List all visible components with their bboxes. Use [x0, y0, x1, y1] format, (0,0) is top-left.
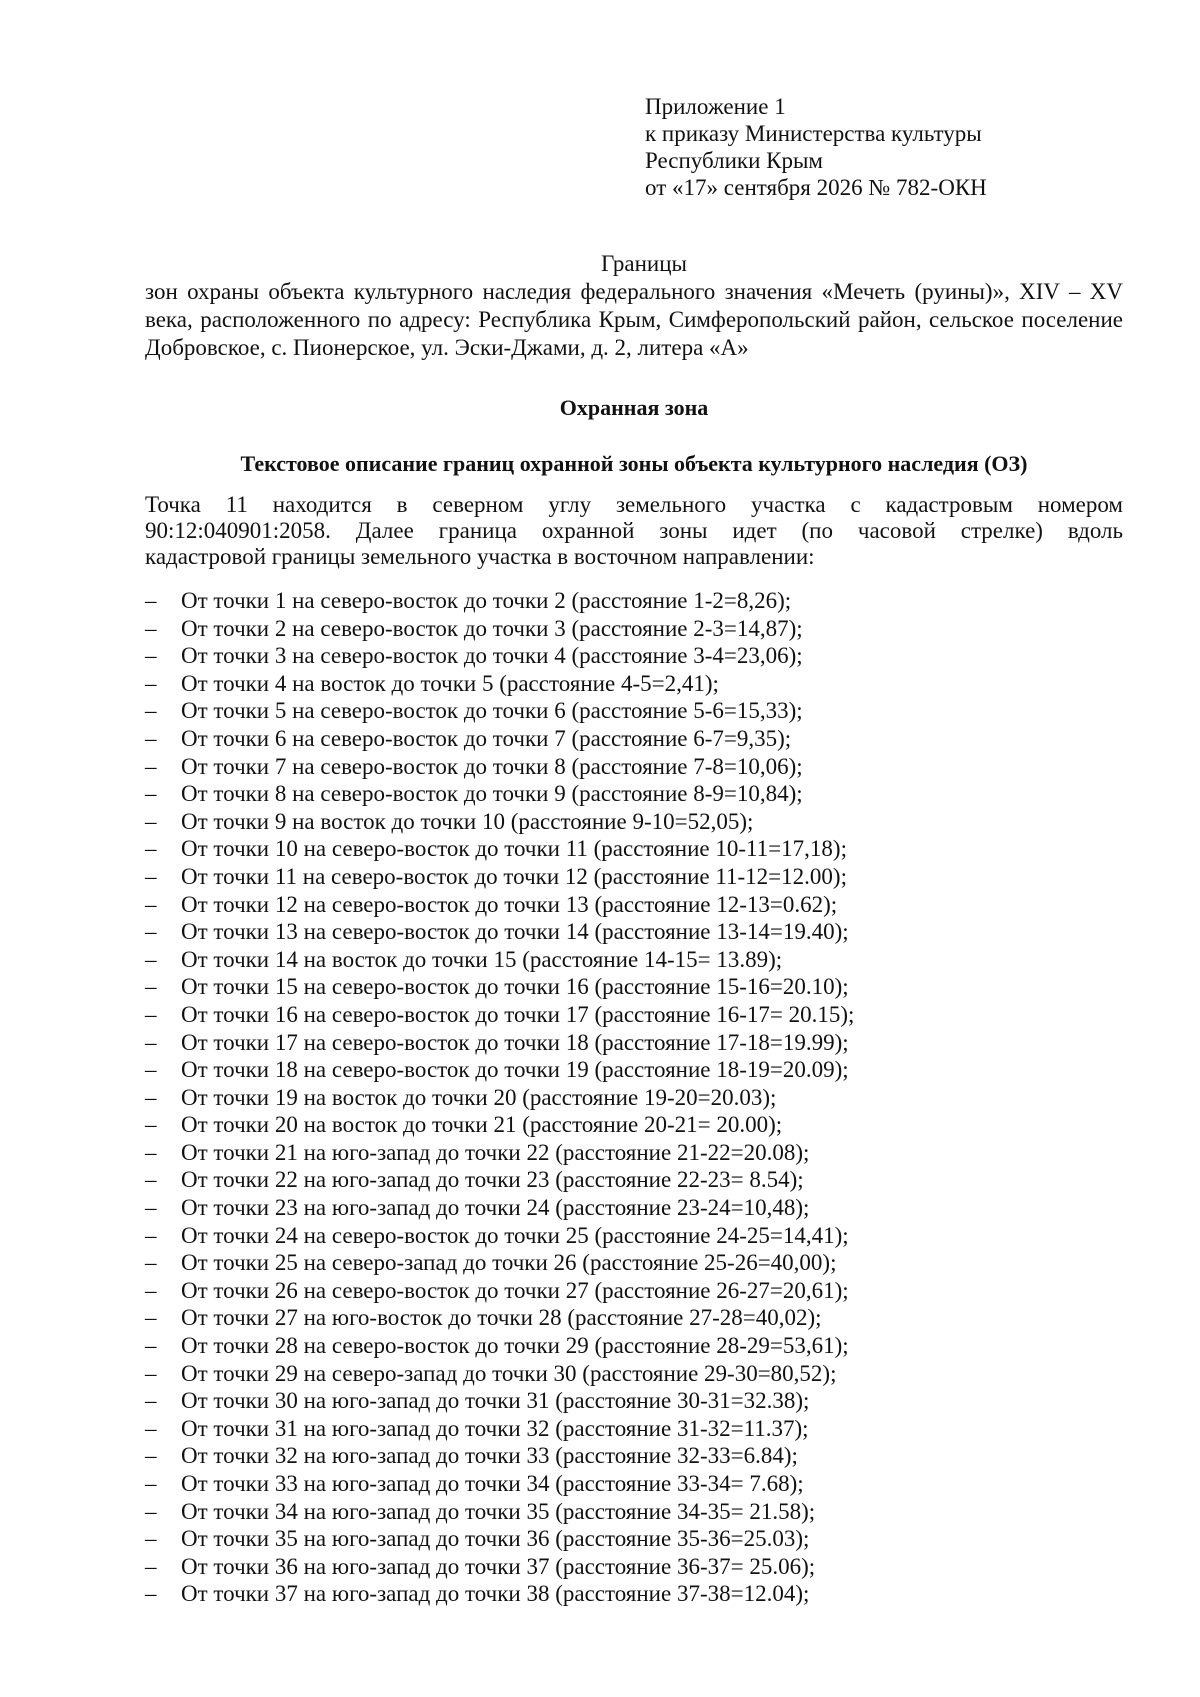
list-item-text: От точки 35 на юго-запад до точки 36 (расстояние 35-36=25.03); — [181, 1526, 810, 1552]
list-dash: – — [145, 1029, 157, 1055]
list-item-text: От точки 20 на восток до точки 21 (расстояние 20-21= 20.00); — [181, 1112, 783, 1138]
list-item — [145, 1553, 1123, 1581]
list-item-text: От точки 28 на северо-восток до точки 29 (расстояние 28-29=53,61); — [181, 1333, 849, 1359]
list-item — [145, 1525, 1123, 1553]
list-dash: – — [145, 1581, 157, 1607]
title-word: Границы — [601, 251, 687, 276]
list-item — [145, 1277, 1123, 1305]
list-item-text: От точки 25 на северо-запад до точки 26 (расстояние 25-26=40,00); — [181, 1250, 837, 1276]
list-item — [145, 1360, 1123, 1388]
list-dash: – — [145, 643, 157, 669]
list-dash: – — [145, 698, 157, 724]
list-item-text: От точки 19 на восток до точки 20 (расстояние 19-20=20.03); — [181, 1084, 777, 1110]
appendix-header — [645, 93, 987, 201]
intro-line: кадастровой границы земельного участка в восточном направлении: — [145, 544, 815, 569]
list-item-text: От точки 24 на северо-восток до точки 25 (расстояние 24-25=14,41); — [181, 1222, 849, 1248]
list-dash: – — [145, 836, 157, 862]
list-item — [145, 973, 1123, 1001]
list-dash: – — [145, 1001, 157, 1027]
intro-line: Точка 11 находится в северном углу земельного участка с кадастровым номером — [145, 492, 1123, 517]
list-dash: – — [145, 1526, 157, 1552]
list-dash: – — [145, 1250, 157, 1276]
list-item — [145, 1415, 1123, 1443]
list-item — [145, 891, 1123, 919]
list-item-text: От точки 10 на северо-восток до точки 11 (расстояние 10-11=17,18); — [181, 836, 847, 862]
boundary-points-list — [145, 587, 1123, 1608]
list-item-text: От точки 14 на восток до точки 15 (расстояние 14-15= 13.89); — [181, 946, 783, 972]
list-item — [145, 1304, 1123, 1332]
list-dash: – — [145, 1388, 157, 1414]
list-dash: – — [145, 1471, 157, 1496]
list-item — [145, 780, 1123, 808]
list-item-text: От точки 11 на северо-восток до точки 12 (расстояние 11-12=12.00); — [181, 863, 847, 889]
list-item-text: От точки 15 на северо-восток до точки 16 (расстояние 15-16=20.10); — [181, 974, 849, 1000]
list-item — [145, 1001, 1123, 1029]
list-item-text: От точки 36 на юго-запад до точки 37 (расстояние 36-37= 25.06); — [181, 1553, 816, 1579]
document-title — [145, 250, 1123, 362]
list-item-text: От точки 6 на северо-восток до точки 7 (расстояние 6-7=9,35); — [181, 725, 792, 751]
list-dash: – — [145, 1498, 157, 1524]
list-dash: – — [145, 946, 157, 972]
list-item-text: От точки 22 на юго-запад до точки 23 (расстояние 22-23= 8.54); — [181, 1167, 804, 1193]
list-item — [145, 1029, 1123, 1057]
list-item — [145, 918, 1123, 946]
list-item — [145, 1166, 1123, 1194]
list-item-text: От точки 21 на юго-запад до точки 22 (расстояние 21-22=20.08); — [181, 1139, 810, 1165]
list-item-text: От точки 23 на юго-запад до точки 24 (расстояние 23-24=10,48); — [181, 1195, 810, 1221]
list-item-text: От точки 30 на юго-запад до точки 31 (расстояние 30-31=32.38); — [181, 1388, 810, 1414]
list-dash: – — [145, 974, 157, 1000]
appendix-line: Приложение 1 — [645, 94, 786, 119]
zone-heading: Охранная зона — [559, 395, 709, 420]
list-dash: – — [145, 1139, 157, 1165]
appendix-line: от «17» сентября 2026 № 782-ОКН — [645, 175, 987, 200]
intro-line: 90:12:040901:2058. Далее граница охранной зоны идет (по часовой стрелке) вдоль — [145, 518, 1123, 543]
list-dash: – — [145, 1167, 157, 1193]
list-item-text: От точки 4 на восток до точки 5 (расстояние 4-5=2,41); — [181, 670, 719, 696]
list-item-text: От точки 37 на юго-запад до точки 38 (расстояние 37-38=12.04); — [181, 1581, 810, 1607]
list-item — [145, 1222, 1123, 1250]
list-dash: – — [145, 863, 157, 889]
list-item — [145, 808, 1123, 836]
list-item — [145, 1332, 1123, 1360]
description-heading: Текстовое описание границ охранной зоны объекта культурного наследия (ОЗ) — [240, 451, 1028, 476]
list-item-text: От точки 32 на юго-запад до точки 33 (расстояние 32-33=6.84); — [181, 1443, 798, 1469]
list-dash: – — [145, 1112, 157, 1138]
list-item-text: От точки 27 на юго-восток до точки 28 (расстояние 27-28=40,02); — [181, 1305, 822, 1331]
intro-paragraph — [145, 492, 1123, 570]
list-dash: – — [145, 1084, 157, 1110]
list-dash: – — [145, 1222, 157, 1248]
list-dash: – — [145, 1553, 157, 1579]
list-item — [145, 1111, 1123, 1139]
list-dash: – — [145, 670, 157, 696]
list-dash: – — [145, 753, 157, 779]
list-item — [145, 1387, 1123, 1415]
list-item — [145, 1470, 1123, 1498]
appendix-line: к приказу Министерства культуры — [645, 121, 982, 146]
list-item — [145, 1580, 1123, 1608]
list-item — [145, 863, 1123, 891]
list-dash: – — [145, 781, 157, 807]
list-dash: – — [145, 891, 157, 917]
list-item-text: От точки 3 на северо-восток до точки 4 (расстояние 3-4=23,06); — [181, 643, 803, 669]
list-dash: – — [145, 1415, 157, 1441]
list-item — [145, 615, 1123, 643]
list-dash: – — [145, 615, 157, 641]
list-item — [145, 725, 1123, 753]
list-dash: – — [145, 588, 157, 613]
list-item — [145, 946, 1123, 974]
list-dash: – — [145, 1360, 157, 1386]
list-item — [145, 1194, 1123, 1222]
list-dash: – — [145, 1195, 157, 1221]
list-item — [145, 670, 1123, 698]
list-item — [145, 835, 1123, 863]
list-item-text: От точки 2 на северо-восток до точки 3 (расстояние 2-3=14,87); — [181, 615, 803, 641]
list-dash: – — [145, 725, 157, 751]
title-description: зон охраны объекта культурного наследия федерального значения «Мечеть (руины)», XIV – XV века, расположенного по адресу: Республика Крым, Симферопольский район, сельское поселение Добровское, с. Пионерское, ул. Эски-Джами, д. 2, литера «А» — [145, 279, 1123, 360]
list-item-text: От точки 5 на северо-восток до точки 6 (расстояние 5-6=15,33); — [181, 698, 803, 724]
list-item-text: От точки 17 на северо-восток до точки 18 (расстояние 17-18=19.99); — [181, 1029, 849, 1055]
list-dash: – — [145, 1057, 157, 1083]
list-item — [145, 1498, 1123, 1526]
list-item — [145, 1442, 1123, 1470]
list-item — [145, 1139, 1123, 1167]
list-dash: – — [145, 808, 157, 834]
list-item-text: От точки 9 на восток до точки 10 (расстояние 9-10=52,05); — [181, 808, 754, 834]
list-item — [145, 1084, 1123, 1112]
list-item — [145, 1249, 1123, 1277]
list-item-text: От точки 33 на юго-запад до точки 34 (расстояние 33-34= 7.68); — [181, 1471, 804, 1496]
list-item-text: От точки 1 на северо-восток до точки 2 (расстояние 1-2=8,26); — [181, 588, 792, 613]
list-item-text: От точки 26 на северо-восток до точки 27 (расстояние 26-27=20,61); — [181, 1277, 849, 1303]
list-item — [145, 697, 1123, 725]
list-item-text: От точки 12 на северо-восток до точки 13 (расстояние 12-13=0.62); — [181, 891, 838, 917]
list-dash: – — [145, 1277, 157, 1303]
list-dash: – — [145, 1333, 157, 1359]
list-item-text: От точки 7 на северо-восток до точки 8 (расстояние 7-8=10,06); — [181, 753, 803, 779]
list-item-text: От точки 13 на северо-восток до точки 14 (расстояние 13-14=19.40); — [181, 919, 849, 945]
list-item — [145, 753, 1123, 781]
list-item-text: От точки 18 на северо-восток до точки 19 (расстояние 18-19=20.09); — [181, 1057, 849, 1083]
list-item-text: От точки 29 на северо-запад до точки 30 (расстояние 29-30=80,52); — [181, 1360, 837, 1386]
list-item-text: От точки 16 на северо-восток до точки 17 (расстояние 16-17= 20.15); — [181, 1001, 855, 1027]
list-item-text: От точки 8 на северо-восток до точки 9 (расстояние 8-9=10,84); — [181, 781, 803, 807]
list-item-text: От точки 34 на юго-запад до точки 35 (расстояние 34-35= 21.58); — [181, 1498, 816, 1524]
list-item-text: От точки 31 на юго-запад до точки 32 (расстояние 31-32=11.37); — [181, 1415, 809, 1441]
list-item — [145, 642, 1123, 670]
appendix-line: Республики Крым — [645, 148, 823, 173]
list-dash: – — [145, 919, 157, 945]
list-item — [145, 587, 1123, 615]
list-item — [145, 1056, 1123, 1084]
list-dash: – — [145, 1443, 157, 1469]
list-dash: – — [145, 1305, 157, 1331]
